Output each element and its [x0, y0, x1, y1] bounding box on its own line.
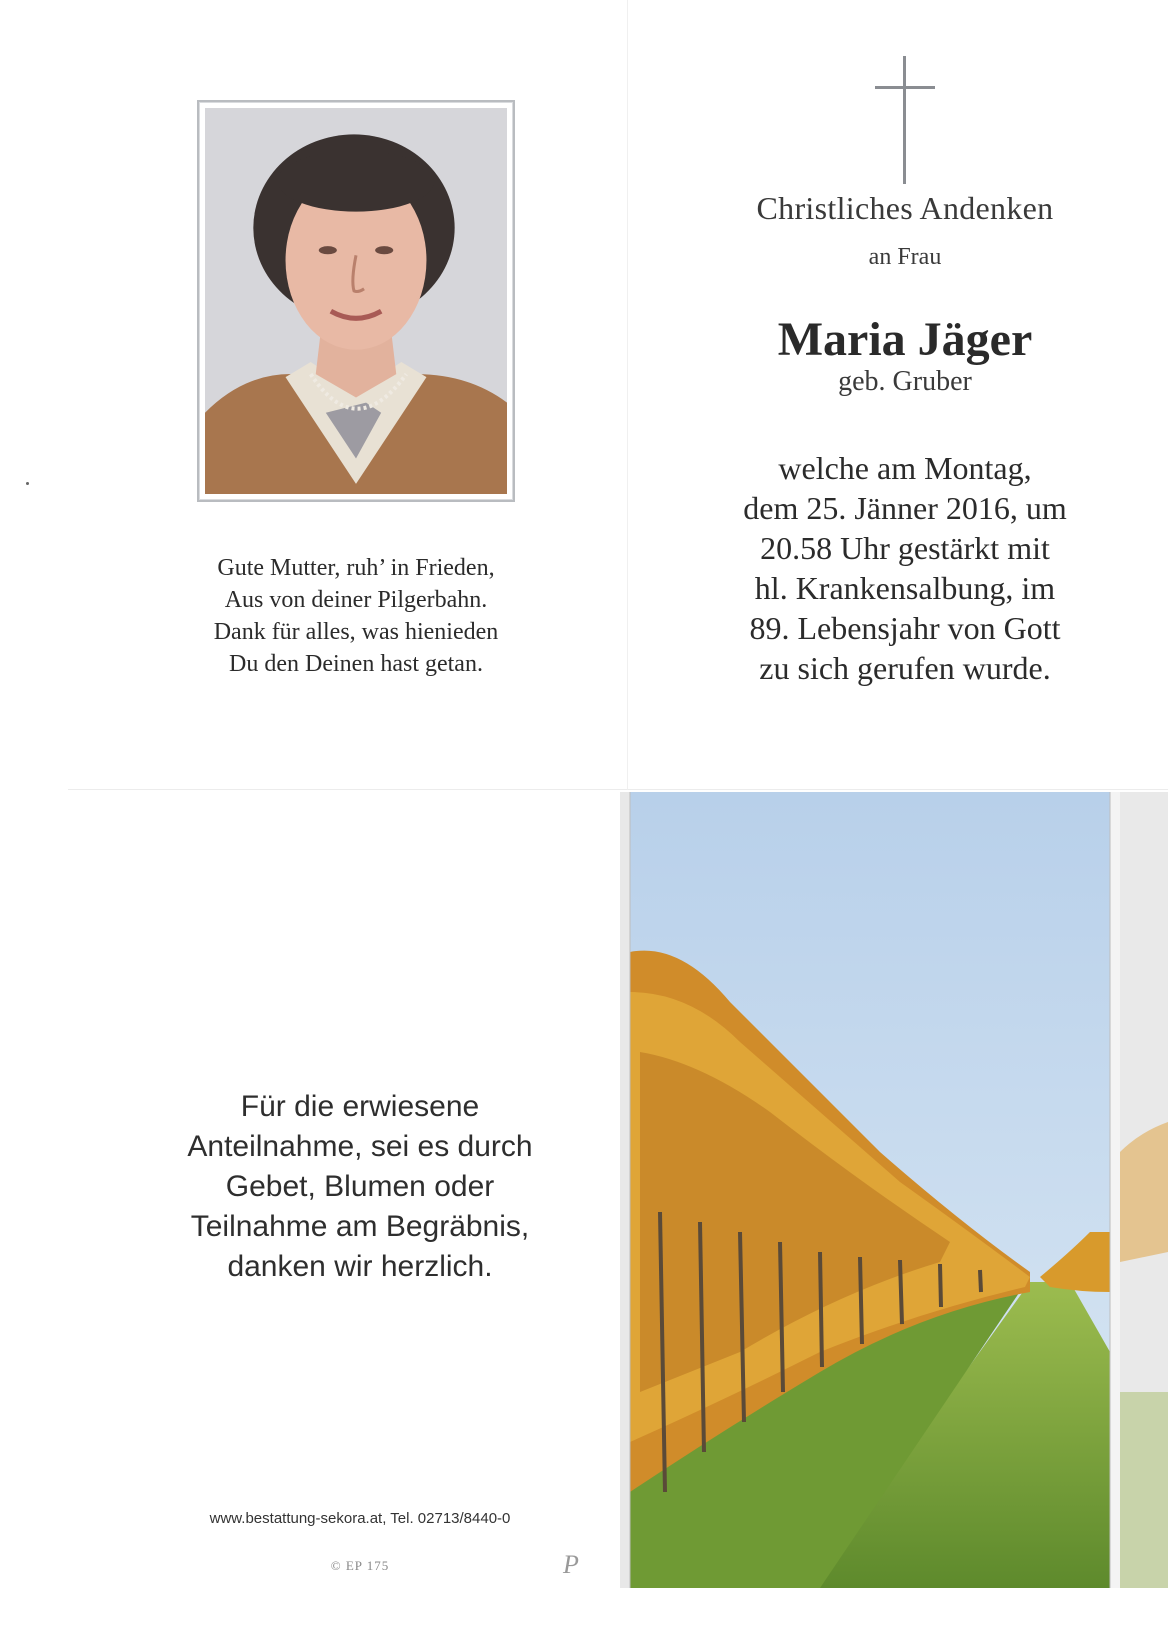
card-heading: Christliches Andenken	[756, 190, 1054, 226]
thanks-line: danken wir herzlich.	[227, 1250, 493, 1283]
death-notice-line: welche am Montag,	[778, 450, 1032, 486]
thank-you-message	[150, 1087, 570, 1287]
signature-mark: P	[563, 1550, 579, 1579]
cross-icon	[875, 56, 935, 184]
poem-line: Aus von deiner Pilgerbahn.	[224, 587, 488, 613]
death-notice	[700, 448, 1110, 688]
poem-line: Du den Deinen hast getan.	[229, 651, 483, 677]
poem-line: Dank für alles, was hienieden	[213, 619, 499, 645]
thanks-line: Gebet, Blumen oder	[225, 1170, 495, 1203]
product-code: © EP 175	[330, 1558, 390, 1573]
thanks-line: Teilnahme am Begräbnis,	[190, 1210, 530, 1243]
death-notice-line: hl. Krankensalbung, im	[754, 570, 1056, 606]
salutation: an Frau	[868, 244, 942, 270]
portrait-photo	[205, 108, 507, 494]
death-notice-line: zu sich gerufen wurde.	[759, 650, 1051, 686]
death-notice-line: dem 25. Jänner 2016, um	[743, 490, 1067, 526]
scan-speck	[26, 482, 29, 485]
thanks-line: Für die erwiesene	[240, 1090, 480, 1123]
maiden-name: geb. Gruber	[838, 366, 972, 397]
memorial-poem	[160, 552, 552, 680]
portrait-frame	[197, 100, 515, 502]
vineyard-image	[620, 792, 1168, 1588]
funeral-home-contact: www.bestattung-sekora.at, Tel. 02713/8440-0	[209, 1510, 511, 1527]
poem-line: Gute Mutter, ruh’ in Frieden,	[217, 555, 495, 581]
death-notice-line: 89. Lebensjahr von Gott	[749, 610, 1061, 646]
deceased-name: Maria Jäger	[777, 313, 1033, 366]
death-notice-line: 20.58 Uhr gestärkt mit	[760, 530, 1050, 566]
thanks-line: Anteilnahme, sei es durch	[187, 1130, 533, 1163]
